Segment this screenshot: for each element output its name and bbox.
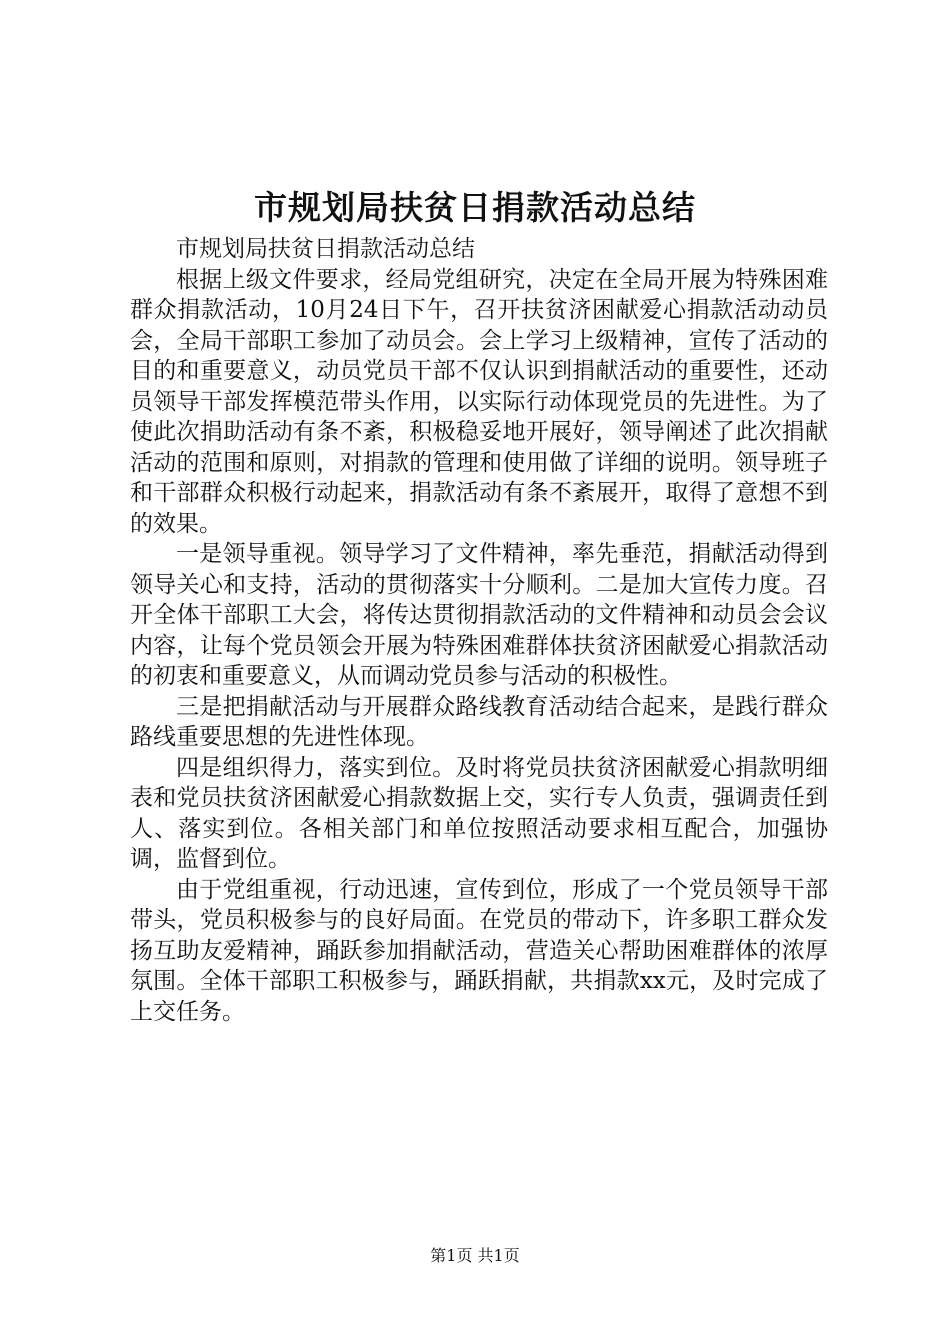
body-paragraph: 由于党组重视，行动迅速，宣传到位，形成了一个党员领导干部带头，党员积极参与的良好局面。在党员的带动下，许多职工群众发扬互助友爱精神，踊跃参加捐献活动，营造关心帮助困难群体的浓厚氛围。全体干部职工积极参与，踊跃捐献，共捐款xx元，及时完成了上交任务。: [130, 876, 828, 1025]
document-body: [130, 234, 828, 1027]
body-paragraph: 四是组织得力，落实到位。及时将党员扶贫济困献爱心捐款明细表和党员扶贫济困献爱心捐款数据上交，实行专人负责，强调责任到人、落实到位。各相关部门和单位按照活动要求相互配合，加强协调，监督到位。: [130, 754, 828, 872]
body-paragraph-subtitle: 市规划局扶贫日捐款活动总结: [176, 236, 475, 262]
body-paragraph: 根据上级文件要求，经局党组研究，决定在全局开展为特殊困难群众捐款活动，10月24日下午，召开扶贫济困献爱心捐款活动动员会，全局干部职工参加了动员会。会上学习上级精神，宣传了活动的目的和重要意义，动员党员干部不仅认识到捐献活动的重要性，还动员领导干部发挥模范带头作用，以实际行动体现党员的先进性。为了使此次捐助活动有条不紊，积极稳妥地开展好，领导阐述了此次捐献活动的范围和原则，对捐款的管理和使用做了详细的说明。领导班子和干部群众积极行动起来，捐款活动有条不紊展开，取得了意想不到的效果。: [130, 266, 828, 537]
body-paragraph: 三是把捐献活动与开展群众路线教育活动结合起来，是践行群众路线重要思想的先进性体现。: [130, 693, 828, 750]
body-paragraph: 一是领导重视。领导学习了文件精神，率先垂范，捐献活动得到领导关心和支持，活动的贯彻落实十分顺利。二是加大宣传力度。召开全体干部职工大会，将传达贯彻捐款活动的文件精神和动员会会议内容，让每个党员领会开展为特殊困难群体扶贫济困献爱心捐款活动的初衷和重要意义，从而调动党员参与活动的积极性。: [130, 541, 828, 689]
document-title: 市规划局扶贫日捐款活动总结: [254, 188, 696, 227]
page-footer: 第1页 共1页: [430, 1246, 520, 1265]
